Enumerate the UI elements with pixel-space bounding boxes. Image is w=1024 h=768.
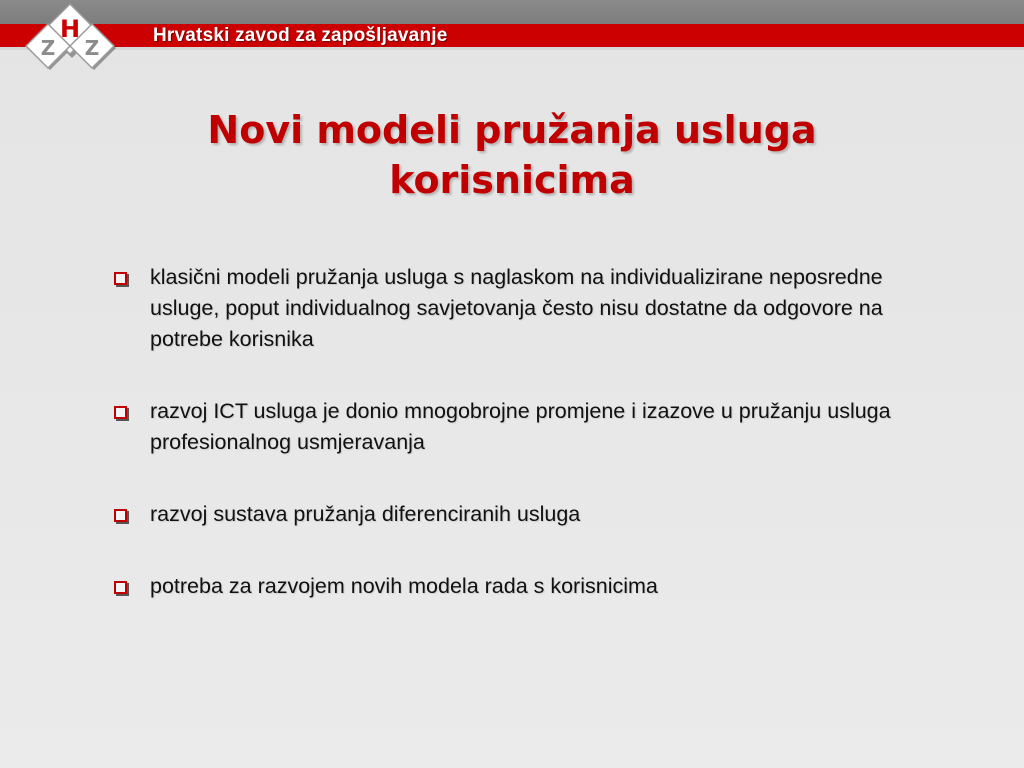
bullet-text: potreba za razvojem novih modela rada s korisnicima [150, 574, 658, 598]
logo-letter-z2: Z [84, 36, 100, 60]
bullet-item [112, 396, 912, 458]
square-bullet-icon [114, 406, 127, 419]
bullet-item [112, 571, 912, 602]
logo-letter-h: H [59, 15, 81, 43]
square-bullet-icon [114, 272, 127, 285]
square-bullet-icon [114, 581, 127, 594]
organization-name: Hrvatski zavod za zapošljavanje [153, 25, 448, 46]
bullet-item [112, 262, 912, 355]
bullet-text: razvoj sustava pružanja diferenciranih usluga [150, 502, 581, 526]
bullet-text: klasični modeli pružanja usluga s naglaskom na individualizirane neposredne usluge, poput individualnog savjetovanja često nisu dostatne da odgovore na potrebe korisnika [150, 265, 883, 351]
header-divider [0, 47, 1024, 50]
hzz-logo [18, 2, 122, 74]
bullet-item [112, 499, 912, 530]
hzz-logo-icon [18, 2, 122, 74]
slide-title [0, 105, 1024, 205]
logo-letter-z1: Z [40, 36, 56, 60]
bullet-list [112, 262, 912, 602]
header-gray-band [0, 0, 1024, 24]
square-bullet-icon [114, 509, 127, 522]
bullet-text: razvoj ICT usluga je donio mnogobrojne promjene i izazove u pružanju usluga profesionalnog usmjeravanja [150, 399, 891, 454]
slide-title-line-1: Novi modeli pružanja usluga [207, 108, 817, 152]
slide-title-line-2: korisnicima [389, 158, 635, 202]
